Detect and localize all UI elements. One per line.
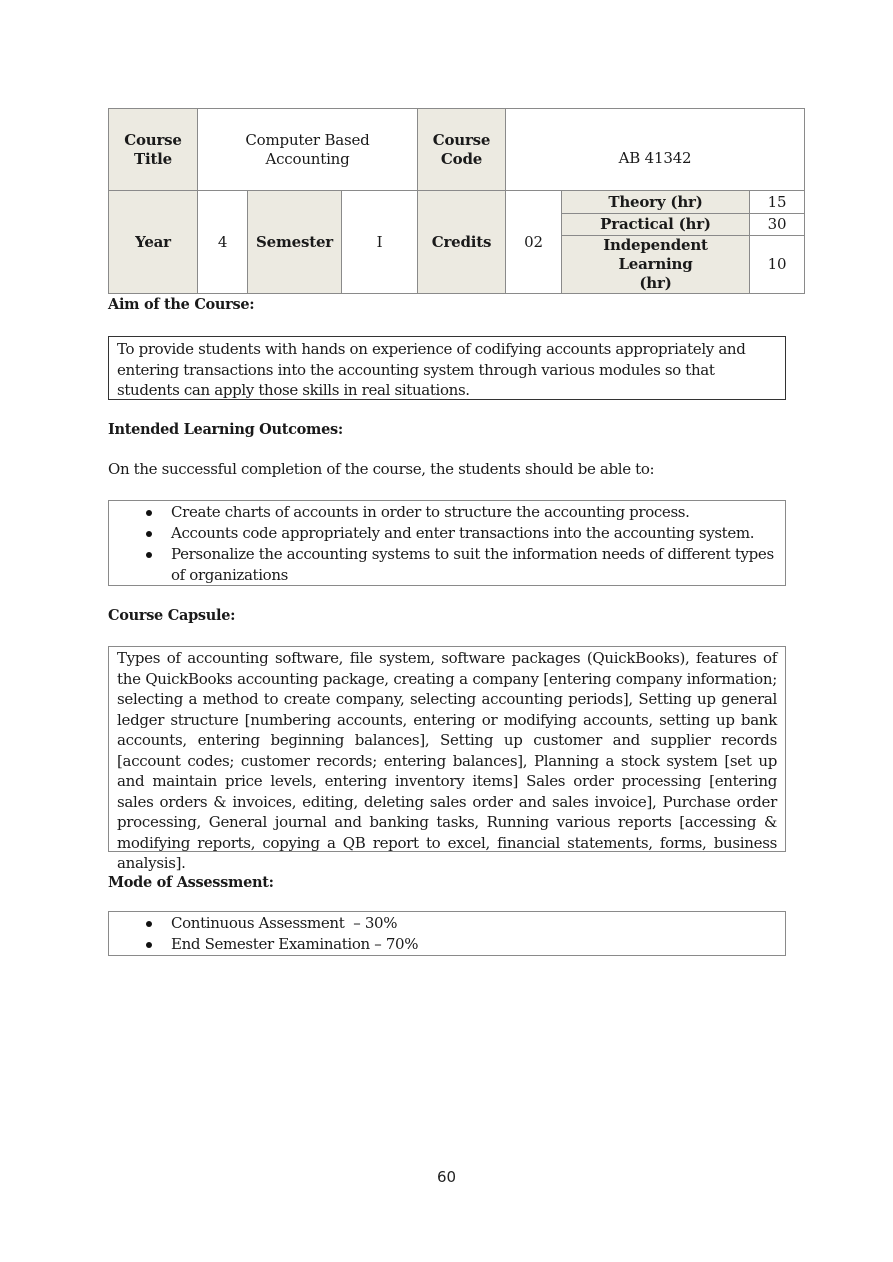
course-capsule-heading: Course Capsule: xyxy=(108,607,236,624)
page-number: 60 xyxy=(436,1168,457,1186)
aim-heading: Aim of the Course: xyxy=(108,296,255,313)
course-title-value: Computer Based Accounting xyxy=(198,109,418,191)
assessment-box xyxy=(108,911,786,956)
learning-outcomes-box xyxy=(108,500,786,586)
course-code-value: AB 41342 xyxy=(506,109,805,191)
course-info-table xyxy=(108,108,805,294)
theory-hours-label: Theory (hr) xyxy=(562,191,750,214)
list-item: Accounts code appropriately and enter transactions into the accounting system. xyxy=(109,523,785,544)
aim-text: To provide students with hands on experience of codifying accounts appropriately and entering transactions into the accounting system through various modules so that students can apply those skills in real situations. xyxy=(117,340,746,399)
aim-box xyxy=(108,336,786,400)
bullet-icon xyxy=(146,531,152,537)
semester-value: I xyxy=(342,191,418,294)
credits-value: 02 xyxy=(506,191,562,294)
year-label: Year xyxy=(109,191,198,294)
semester-label: Semester xyxy=(248,191,342,294)
year-value: 4 xyxy=(198,191,248,294)
course-title-label: Course Title xyxy=(109,109,198,191)
assessment-heading: Mode of Assessment: xyxy=(108,874,274,891)
practical-hours-value: 30 xyxy=(750,214,805,236)
list-item: Personalize the accounting systems to suit the information needs of different types of organizations xyxy=(109,544,785,586)
learning-outcomes-intro: On the successful completion of the course, the students should be able to: xyxy=(108,460,655,478)
bullet-icon xyxy=(146,552,152,558)
list-item: End Semester Examination – 70% xyxy=(109,934,785,955)
theory-hours-value: 15 xyxy=(750,191,805,214)
independent-hours-value: 10 xyxy=(750,236,805,294)
bullet-icon xyxy=(146,921,152,927)
course-capsule-text: Types of accounting software, file system, software packages (QuickBooks), features of the QuickBooks accounting package, creating a company [entering company information; selecting a method to create company, selecting accounting periods], Setting up general ledger structure [numbering accounts, entering or modifying accounts, setting up bank accounts, entering beginning balances], Setting up customer and supplier records [account codes; customer records; entering balances], Planning a stock system [set up and maintain price levels, entering inventory items] Sales order processing [entering sales orders & invoices, editing, deleting sales order and sales invoice], Purchase order processing, General journal and banking tasks, Running various reports [accessing & modifying reports, copying a QB report to excel, financial statements, forms, business analysis]. xyxy=(117,649,777,872)
learning-outcomes-list xyxy=(109,501,785,586)
credits-label: Credits xyxy=(418,191,506,294)
list-item: Continuous Assessment – 30% xyxy=(109,913,785,934)
learning-outcomes-heading: Intended Learning Outcomes: xyxy=(108,421,343,438)
practical-hours-label: Practical (hr) xyxy=(562,214,750,236)
bullet-icon xyxy=(146,510,152,516)
independent-hours-label: Independent Learning (hr) xyxy=(562,236,750,294)
bullet-icon xyxy=(146,942,152,948)
course-code-label: Course Code xyxy=(418,109,506,191)
course-capsule-box xyxy=(108,646,786,872)
assessment-list xyxy=(109,912,785,955)
list-item: Create charts of accounts in order to structure the accounting process. xyxy=(109,502,785,523)
